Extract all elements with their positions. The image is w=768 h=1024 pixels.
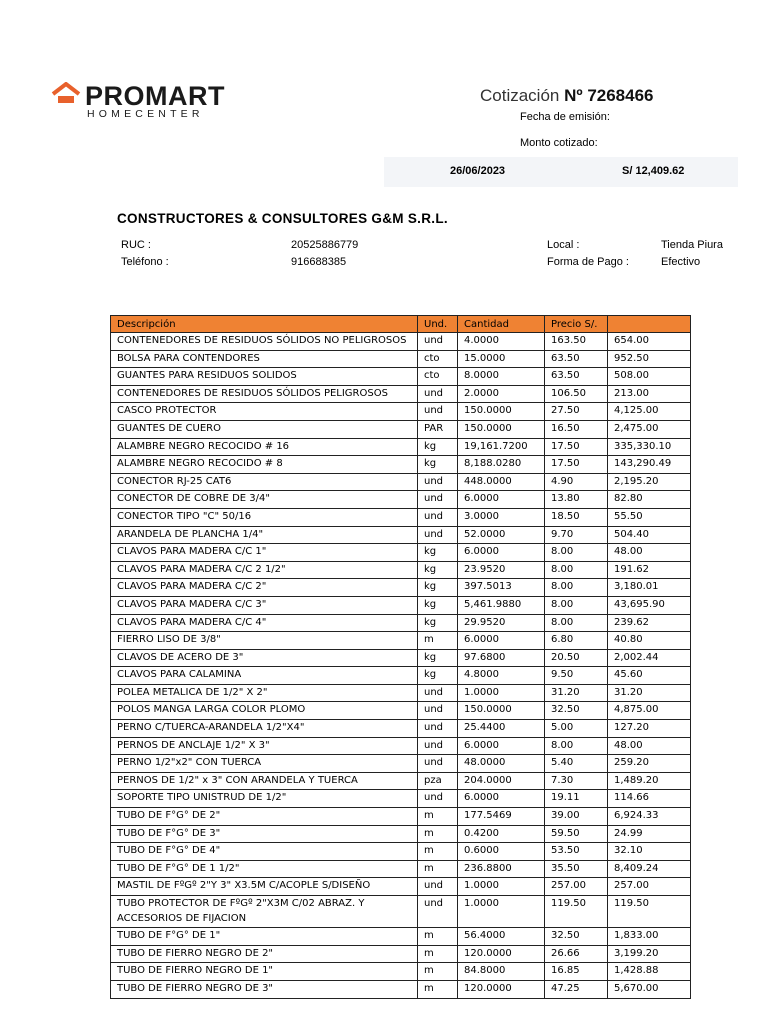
item-precio: 119.50 bbox=[545, 896, 608, 928]
table-row bbox=[111, 456, 691, 474]
item-cantidad: 6.0000 bbox=[458, 790, 545, 808]
item-und: m bbox=[418, 963, 458, 981]
item-precio: 17.50 bbox=[545, 456, 608, 474]
item-cantidad: 150.0000 bbox=[458, 702, 545, 720]
col-descripcion: Descripción bbox=[111, 316, 418, 333]
item-descripcion: TUBO DE F°G° DE 1 1/2" bbox=[111, 860, 418, 878]
item-und: und bbox=[418, 878, 458, 896]
item-descripcion: TUBO DE FIERRO NEGRO DE 2" bbox=[111, 945, 418, 963]
col-total bbox=[608, 316, 691, 333]
item-precio: 26.66 bbox=[545, 945, 608, 963]
item-cantidad: 0.4200 bbox=[458, 825, 545, 843]
item-precio: 16.85 bbox=[545, 963, 608, 981]
item-cantidad: 2.0000 bbox=[458, 385, 545, 403]
item-total: 4,125.00 bbox=[608, 403, 691, 421]
item-und: m bbox=[418, 928, 458, 946]
item-total: 82.80 bbox=[608, 491, 691, 509]
item-cantidad: 15.0000 bbox=[458, 350, 545, 368]
item-cantidad: 448.0000 bbox=[458, 473, 545, 491]
table-row bbox=[111, 526, 691, 544]
table-row bbox=[111, 980, 691, 998]
quote-label: Cotización bbox=[480, 86, 560, 105]
item-cantidad: 120.0000 bbox=[458, 980, 545, 998]
item-cantidad: 120.0000 bbox=[458, 945, 545, 963]
item-descripcion: ARANDELA DE PLANCHA 1/4" bbox=[111, 526, 418, 544]
item-precio: 59.50 bbox=[545, 825, 608, 843]
item-precio: 5.40 bbox=[545, 755, 608, 773]
table-row bbox=[111, 596, 691, 614]
item-precio: 32.50 bbox=[545, 702, 608, 720]
item-precio: 5.00 bbox=[545, 720, 608, 738]
item-und: m bbox=[418, 825, 458, 843]
item-descripcion: TUBO DE F°G° DE 3" bbox=[111, 825, 418, 843]
ruc-value: 20525886779 bbox=[291, 239, 359, 251]
item-und: m bbox=[418, 980, 458, 998]
item-und: kg bbox=[418, 438, 458, 456]
item-cantidad: 4.0000 bbox=[458, 333, 545, 351]
item-und: kg bbox=[418, 579, 458, 597]
item-total: 259.20 bbox=[608, 755, 691, 773]
date-amount-box bbox=[384, 157, 738, 187]
item-precio: 163.50 bbox=[545, 333, 608, 351]
item-und: PAR bbox=[418, 420, 458, 438]
quote-number: Nº 7268466 bbox=[564, 86, 654, 105]
item-total: 239.62 bbox=[608, 614, 691, 632]
item-cantidad: 236.8800 bbox=[458, 860, 545, 878]
item-cantidad: 52.0000 bbox=[458, 526, 545, 544]
table-row bbox=[111, 473, 691, 491]
item-precio: 47.25 bbox=[545, 980, 608, 998]
item-cantidad: 150.0000 bbox=[458, 420, 545, 438]
item-cantidad: 97.6800 bbox=[458, 649, 545, 667]
item-descripcion: CONECTOR RJ-25 CAT6 bbox=[111, 473, 418, 491]
item-precio: 19.11 bbox=[545, 790, 608, 808]
item-total: 257.00 bbox=[608, 878, 691, 896]
item-und: m bbox=[418, 945, 458, 963]
item-cantidad: 397.5013 bbox=[458, 579, 545, 597]
item-und: kg bbox=[418, 456, 458, 474]
item-precio: 8.00 bbox=[545, 561, 608, 579]
item-precio: 7.30 bbox=[545, 772, 608, 790]
quote-title bbox=[480, 86, 654, 106]
table-row bbox=[111, 790, 691, 808]
item-precio: 32.50 bbox=[545, 928, 608, 946]
item-cantidad: 1.0000 bbox=[458, 684, 545, 702]
item-total: 1,833.00 bbox=[608, 928, 691, 946]
table-row bbox=[111, 755, 691, 773]
item-precio: 8.00 bbox=[545, 737, 608, 755]
item-descripcion: CONTENEDORES DE RESIDUOS SÓLIDOS PELIGROSOS bbox=[111, 385, 418, 403]
table-row bbox=[111, 649, 691, 667]
item-descripcion: PERNOS DE 1/2" x 3" CON ARANDELA Y TUERCA bbox=[111, 772, 418, 790]
item-precio: 6.80 bbox=[545, 632, 608, 650]
table-row bbox=[111, 772, 691, 790]
item-total: 3,199.20 bbox=[608, 945, 691, 963]
item-descripcion: CLAVOS PARA MADERA C/C 3" bbox=[111, 596, 418, 614]
item-und: pza bbox=[418, 772, 458, 790]
item-precio: 27.50 bbox=[545, 403, 608, 421]
item-precio: 8.00 bbox=[545, 544, 608, 562]
item-cantidad: 4.8000 bbox=[458, 667, 545, 685]
table-row bbox=[111, 945, 691, 963]
item-descripcion: CONECTOR TIPO "C" 50/16 bbox=[111, 508, 418, 526]
item-descripcion: BOLSA PARA CONTENDORES bbox=[111, 350, 418, 368]
item-und: und bbox=[418, 508, 458, 526]
item-precio: 8.00 bbox=[545, 579, 608, 597]
item-descripcion: GUANTES PARA RESIDUOS SOLIDOS bbox=[111, 368, 418, 386]
item-descripcion: CASCO PROTECTOR bbox=[111, 403, 418, 421]
item-total: 508.00 bbox=[608, 368, 691, 386]
forma-pago-value: Efectivo bbox=[661, 256, 701, 268]
item-descripcion: CLAVOS PARA CALAMINA bbox=[111, 667, 418, 685]
item-total: 335,330.10 bbox=[608, 438, 691, 456]
item-precio: 9.70 bbox=[545, 526, 608, 544]
table-row bbox=[111, 385, 691, 403]
item-cantidad: 6.0000 bbox=[458, 737, 545, 755]
item-total: 1,489.20 bbox=[608, 772, 691, 790]
col-cantidad: Cantidad bbox=[458, 316, 545, 333]
brand-name: PROMART bbox=[85, 81, 225, 111]
item-cantidad: 1.0000 bbox=[458, 878, 545, 896]
item-und: kg bbox=[418, 544, 458, 562]
item-total: 24.99 bbox=[608, 825, 691, 843]
item-cantidad: 23.9520 bbox=[458, 561, 545, 579]
item-descripcion: CONTENEDORES DE RESIDUOS SÓLIDOS NO PELIGROSOS bbox=[111, 333, 418, 351]
emision-date: 26/06/2023 bbox=[450, 165, 506, 177]
item-cantidad: 3.0000 bbox=[458, 508, 545, 526]
item-descripcion: CLAVOS PARA MADERA C/C 4" bbox=[111, 614, 418, 632]
item-total: 48.00 bbox=[608, 544, 691, 562]
item-cantidad: 1.0000 bbox=[458, 896, 545, 928]
item-cantidad: 6.0000 bbox=[458, 632, 545, 650]
item-descripcion: TUBO PROTECTOR DE FºGº 2"X3M C/02 ABRAZ. Y ACCESORIOS DE FIJACION bbox=[111, 896, 418, 928]
items-table bbox=[110, 315, 691, 999]
item-descripcion: TUBO DE FIERRO NEGRO DE 1" bbox=[111, 963, 418, 981]
table-row bbox=[111, 720, 691, 738]
item-precio: 18.50 bbox=[545, 508, 608, 526]
item-total: 504.40 bbox=[608, 526, 691, 544]
item-total: 191.62 bbox=[608, 561, 691, 579]
item-total: 127.20 bbox=[608, 720, 691, 738]
item-total: 952.50 bbox=[608, 350, 691, 368]
item-cantidad: 84.8000 bbox=[458, 963, 545, 981]
item-descripcion: CLAVOS PARA MADERA C/C 2 1/2" bbox=[111, 561, 418, 579]
item-und: und bbox=[418, 755, 458, 773]
item-descripcion: CLAVOS PARA MADERA C/C 1" bbox=[111, 544, 418, 562]
item-cantidad: 8.0000 bbox=[458, 368, 545, 386]
table-row bbox=[111, 579, 691, 597]
item-cantidad: 0.6000 bbox=[458, 843, 545, 861]
table-row bbox=[111, 491, 691, 509]
item-total: 32.10 bbox=[608, 843, 691, 861]
item-total: 2,475.00 bbox=[608, 420, 691, 438]
item-und: und bbox=[418, 702, 458, 720]
telefono-value: 916688385 bbox=[291, 256, 347, 268]
item-descripcion: TUBO DE F°G° DE 2" bbox=[111, 808, 418, 826]
table-row bbox=[111, 561, 691, 579]
item-cantidad: 29.9520 bbox=[458, 614, 545, 632]
item-descripcion: PERNO 1/2"x2" CON TUERCA bbox=[111, 755, 418, 773]
item-cantidad: 5,461.9880 bbox=[458, 596, 545, 614]
item-descripcion: MASTIL DE FºGº 2"Y 3" X3.5M C/ACOPLE S/DISEÑO bbox=[111, 878, 418, 896]
item-und: kg bbox=[418, 649, 458, 667]
item-precio: 35.50 bbox=[545, 860, 608, 878]
table-row bbox=[111, 843, 691, 861]
table-row bbox=[111, 963, 691, 981]
item-und: m bbox=[418, 860, 458, 878]
brand-subtitle: HOMECENTER bbox=[87, 108, 204, 120]
item-descripcion: SOPORTE TIPO UNISTRUD DE 1/2" bbox=[111, 790, 418, 808]
item-und: cto bbox=[418, 350, 458, 368]
item-und: und bbox=[418, 333, 458, 351]
promart-logo bbox=[51, 82, 231, 122]
item-precio: 8.00 bbox=[545, 596, 608, 614]
item-und: und bbox=[418, 790, 458, 808]
item-precio: 8.00 bbox=[545, 614, 608, 632]
table-row bbox=[111, 737, 691, 755]
item-total: 143,290.49 bbox=[608, 456, 691, 474]
item-descripcion: CLAVOS DE ACERO DE 3" bbox=[111, 649, 418, 667]
item-descripcion: POLOS MANGA LARGA COLOR PLOMO bbox=[111, 702, 418, 720]
item-descripcion: ALAMBRE NEGRO RECOCIDO # 8 bbox=[111, 456, 418, 474]
item-total: 48.00 bbox=[608, 737, 691, 755]
item-descripcion: PERNO C/TUERCA-ARANDELA 1/2"X4" bbox=[111, 720, 418, 738]
item-cantidad: 150.0000 bbox=[458, 403, 545, 421]
table-row bbox=[111, 438, 691, 456]
item-total: 654.00 bbox=[608, 333, 691, 351]
item-total: 119.50 bbox=[608, 896, 691, 928]
item-cantidad: 56.4000 bbox=[458, 928, 545, 946]
forma-pago-label: Forma de Pago : bbox=[547, 256, 629, 268]
item-total: 40.80 bbox=[608, 632, 691, 650]
table-row bbox=[111, 333, 691, 351]
item-precio: 53.50 bbox=[545, 843, 608, 861]
item-descripcion: TUBO DE F°G° DE 4" bbox=[111, 843, 418, 861]
item-precio: 257.00 bbox=[545, 878, 608, 896]
table-row bbox=[111, 825, 691, 843]
item-und: und bbox=[418, 473, 458, 491]
table-row bbox=[111, 860, 691, 878]
telefono-label: Teléfono : bbox=[121, 256, 169, 268]
table-row bbox=[111, 808, 691, 826]
table-row bbox=[111, 614, 691, 632]
item-descripcion: FIERRO LISO DE 3/8" bbox=[111, 632, 418, 650]
item-und: und bbox=[418, 720, 458, 738]
item-precio: 9.50 bbox=[545, 667, 608, 685]
table-row bbox=[111, 350, 691, 368]
table-row bbox=[111, 702, 691, 720]
item-precio: 13.80 bbox=[545, 491, 608, 509]
item-und: und bbox=[418, 385, 458, 403]
item-precio: 63.50 bbox=[545, 368, 608, 386]
item-precio: 63.50 bbox=[545, 350, 608, 368]
item-descripcion: TUBO DE FIERRO NEGRO DE 3" bbox=[111, 980, 418, 998]
table-row bbox=[111, 632, 691, 650]
item-precio: 31.20 bbox=[545, 684, 608, 702]
item-und: m bbox=[418, 843, 458, 861]
monto-label: Monto cotizado: bbox=[520, 137, 598, 149]
item-total: 5,670.00 bbox=[608, 980, 691, 998]
item-total: 8,409.24 bbox=[608, 860, 691, 878]
item-und: m bbox=[418, 632, 458, 650]
table-row bbox=[111, 544, 691, 562]
item-descripcion: TUBO DE F°G° DE 1" bbox=[111, 928, 418, 946]
item-precio: 39.00 bbox=[545, 808, 608, 826]
item-und: kg bbox=[418, 561, 458, 579]
item-cantidad: 204.0000 bbox=[458, 772, 545, 790]
item-total: 213.00 bbox=[608, 385, 691, 403]
item-und: und bbox=[418, 684, 458, 702]
item-total: 2,002.44 bbox=[608, 649, 691, 667]
item-precio: 20.50 bbox=[545, 649, 608, 667]
col-precio: Precio S/. bbox=[545, 316, 608, 333]
item-cantidad: 8,188.0280 bbox=[458, 456, 545, 474]
item-total: 45.60 bbox=[608, 667, 691, 685]
item-cantidad: 6.0000 bbox=[458, 544, 545, 562]
item-descripcion: POLEA METALICA DE 1/2" X 2" bbox=[111, 684, 418, 702]
table-row bbox=[111, 368, 691, 386]
item-total: 2,195.20 bbox=[608, 473, 691, 491]
col-und: Und. bbox=[418, 316, 458, 333]
item-cantidad: 25.4400 bbox=[458, 720, 545, 738]
item-cantidad: 19,161.7200 bbox=[458, 438, 545, 456]
local-value: Tienda Piura bbox=[661, 239, 723, 251]
item-precio: 16.50 bbox=[545, 420, 608, 438]
monto-amount: S/ 12,409.62 bbox=[622, 165, 685, 177]
table-row bbox=[111, 508, 691, 526]
item-precio: 4.90 bbox=[545, 473, 608, 491]
item-descripcion: CONECTOR DE COBRE DE 3/4" bbox=[111, 491, 418, 509]
item-total: 114.66 bbox=[608, 790, 691, 808]
item-und: und bbox=[418, 526, 458, 544]
table-row bbox=[111, 667, 691, 685]
item-descripcion: GUANTES DE CUERO bbox=[111, 420, 418, 438]
item-und: und bbox=[418, 403, 458, 421]
table-row bbox=[111, 896, 691, 928]
item-descripcion: PERNOS DE ANCLAJE 1/2" X 3" bbox=[111, 737, 418, 755]
item-descripcion: CLAVOS PARA MADERA C/C 2" bbox=[111, 579, 418, 597]
item-total: 3,180.01 bbox=[608, 579, 691, 597]
table-row bbox=[111, 420, 691, 438]
item-cantidad: 177.5469 bbox=[458, 808, 545, 826]
item-total: 1,428.88 bbox=[608, 963, 691, 981]
client-name: CONSTRUCTORES & CONSULTORES G&M S.R.L. bbox=[117, 211, 448, 226]
item-und: kg bbox=[418, 667, 458, 685]
item-cantidad: 6.0000 bbox=[458, 491, 545, 509]
ruc-label: RUC : bbox=[121, 239, 151, 251]
item-total: 43,695.90 bbox=[608, 596, 691, 614]
house-logo-icon bbox=[51, 82, 81, 106]
table-row bbox=[111, 684, 691, 702]
item-total: 31.20 bbox=[608, 684, 691, 702]
item-precio: 106.50 bbox=[545, 385, 608, 403]
item-precio: 17.50 bbox=[545, 438, 608, 456]
item-und: und bbox=[418, 737, 458, 755]
local-label: Local : bbox=[547, 239, 580, 251]
item-cantidad: 48.0000 bbox=[458, 755, 545, 773]
item-und: und bbox=[418, 896, 458, 928]
item-descripcion: ALAMBRE NEGRO RECOCIDO # 16 bbox=[111, 438, 418, 456]
item-total: 6,924.33 bbox=[608, 808, 691, 826]
emision-label: Fecha de emisión: bbox=[520, 111, 610, 123]
item-total: 4,875.00 bbox=[608, 702, 691, 720]
item-und: kg bbox=[418, 614, 458, 632]
table-row bbox=[111, 928, 691, 946]
item-und: und bbox=[418, 491, 458, 509]
item-und: cto bbox=[418, 368, 458, 386]
item-total: 55.50 bbox=[608, 508, 691, 526]
table-row bbox=[111, 403, 691, 421]
item-und: kg bbox=[418, 596, 458, 614]
table-row bbox=[111, 878, 691, 896]
table-header-row bbox=[111, 316, 691, 333]
item-und: m bbox=[418, 808, 458, 826]
